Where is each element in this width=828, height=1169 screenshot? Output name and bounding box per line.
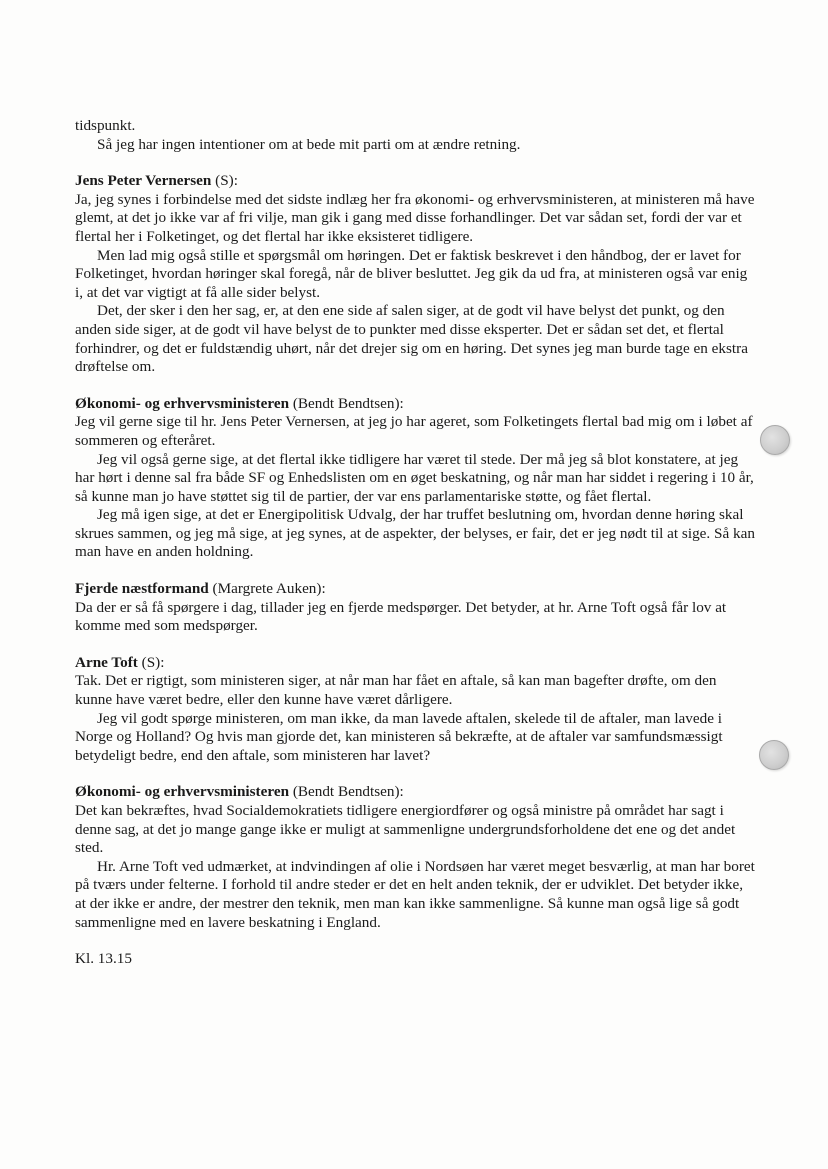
speaker-name: Økonomi- og erhvervsministeren (75, 394, 290, 412)
paragraph: Tak. Det er rigtigt, som ministeren siger, at når man har fået en aftale, så kan man bagefter drøfte, om den kunne have været bedre, eller den kunne have været dårligere. (75, 672, 717, 709)
speaker-name: Økonomi- og erhvervsministeren (75, 783, 290, 801)
speaker-affiliation: (S): (215, 172, 238, 190)
paragraph: Det, der sker i den her sag, er, at den ene side af salen siger, at de godt vil have belyst det punkt, og den anden side siger, at de godt vil have belyst de to punkter med disse eksperter. Det er sådan set det, et flertal forhindrer, og det er fuldstændig uhørt, når det drejer sig om en høring. Det synes jeg man burde tage en ekstra drøftelse om. (75, 302, 748, 376)
speaker-name: Jens Peter Vernersen (75, 172, 212, 190)
paragraph: tidspunkt. (75, 117, 136, 134)
paragraph: Så jeg har ingen intentioner om at bede mit parti om at ændre retning. (97, 135, 521, 153)
speaker-heading (75, 654, 755, 673)
paragraph: Men lad mig også stille et spørgsmål om høringen. Det er faktisk beskrevet i den håndbog, der er lavet for Folketinget, hvordan høringer skal foregå, når de bliver besluttet. Jeg gik da ud fra, at ministeren også var enig i, at det var vigtigt at få alle sider belyst. (75, 246, 748, 301)
speaker-affiliation: (Bendt Bendtsen): (292, 394, 404, 412)
paragraph: Da der er så få spørgere i dag, tillader jeg en fjerde medspørger. Det betyder, at hr. Arne Toft også får lov at komme med som medspørger. (75, 598, 727, 635)
paragraph: Ja, jeg synes i forbindelse med det sidste indlæg her fra økonomi- og erhvervsministeren, at ministeren må have glemt, at det jo ikke var af fri vilje, man gik i gang med disse forhandlinger. Det var sådan set, fordi der var et flertal her i Folketinget, og det flertal har ikke eksisteret tidligere. (75, 190, 755, 245)
speech-block-vernersen (75, 172, 755, 377)
paragraph: Jeg vil gerne sige til hr. Jens Peter Vernersen, at jeg jo har ageret, som Folketingets flertal bad mig om i løbet af sommeren og efteråret. (75, 413, 753, 449)
speaker-name: Fjerde næstformand (75, 580, 209, 598)
speaker-heading (75, 783, 755, 802)
speaker-affiliation: (Margrete Auken): (212, 580, 326, 598)
speaker-heading (75, 172, 755, 191)
speaker-name: Arne Toft (75, 653, 138, 671)
speech-block-toft (75, 654, 755, 766)
paragraph: Det kan bekræftes, hvad Socialdemokratiets tidligere energiordfører og også ministre på området har sagt i denne sag, at det jo mange gange ikke er muligt at sammenligne undergrundsforholdene det ene og det andet sted. (75, 802, 736, 857)
speech-block-chair (75, 580, 755, 636)
speaker-affiliation: (S): (141, 653, 165, 671)
paragraph: Jeg må igen sige, at det er Energipolitisk Udvalg, der har truffet beslutning om, hvordan denne høring skal skrues sammen, og jeg må sige, at jeg synes, at de aspekter, der belyses, er fair, det er jeg nødt til at sige. Så kan man have en anden holdning. (75, 506, 755, 561)
punch-hole-mark (760, 425, 790, 455)
timestamp: Kl. 13.15 (75, 950, 132, 968)
speaker-heading (75, 395, 755, 414)
paragraph: Jeg vil også gerne sige, at det flertal ikke tidligere har været til stede. Der må jeg så blot konstatere, at jeg har hørt i denne sal fra både SF og Enhedslisten om en øget beskatning, og når man har siddet i regering i 10 år, så kunne man jo have støttet sig til de partier, der var ens parlamentariske støtte, og fået flertal. (75, 450, 754, 505)
speech-block-minister-1 (75, 395, 755, 562)
speaker-affiliation: (Bendt Bendtsen): (292, 783, 404, 801)
speaker-heading (75, 580, 755, 599)
paragraph: Hr. Arne Toft ved udmærket, at indvindingen af olie i Nordsøen har været meget besværlig, at man har boret på tværs under felterne. I forhold til andre steder er det en helt anden teknik, der er udviklet. Det betyder ikke, at der ikke er andre, der mestrer den teknik, men man kan ikke sammenligne. Så kunne man også lige så godt sammenligne med en lavere beskatning i England. (75, 857, 755, 931)
continuation-block (75, 117, 755, 154)
punch-hole-mark (759, 740, 789, 770)
paragraph: Jeg vil godt spørge ministeren, om man ikke, da man lavede aftalen, skelede til de aftaler, man lavede i Norge og Holland? Og hvis man gjorde det, kan ministeren så bekræfte, at de aftaler var samfundsmæssigt betydeligt bedre, end den aftale, som ministeren har lavet? (75, 709, 723, 764)
transcript-body (75, 117, 755, 969)
speech-block-minister-2 (75, 783, 755, 932)
